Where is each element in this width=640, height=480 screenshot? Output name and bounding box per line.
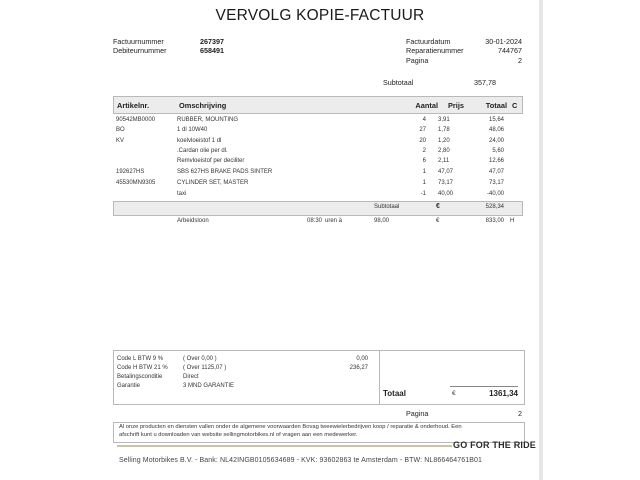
row-description: SBS 627HS BRAKE PADS SINTER [177,169,273,175]
row-total: 15,64 [488,117,504,123]
labour-hours: 08:30 [307,218,323,224]
warranty-value: 3 MND GARANTIE [183,383,235,389]
subtotal-currency: € [436,203,440,210]
vat-amount: 0,00 [356,356,368,362]
debtor-number-label: Debiteurnummer [113,46,167,55]
invoice-number-label: Factuurnummer [113,37,164,46]
payment-label: Betalingsconditie [117,374,163,380]
row-quantity: 27 [419,127,426,133]
row-quantity: -1 [420,191,426,197]
row-article: 90542MB0000 [116,117,156,123]
total-label: Totaal [383,389,406,398]
terms-notice-line-2: afschrift kunt u downloaden van website sellingmotorbikes.nl of vragen aan een medewerker. [119,432,358,438]
total-rule [450,386,518,387]
vat-basis: ( Over 1125,07 ) [183,365,227,371]
col-code: C [512,101,518,110]
carried-subtotal-label: Subtotaal [383,78,414,87]
row-quantity: 20 [419,138,426,144]
repair-number-label: Reparatienummer [406,46,464,55]
invoice-number-value: 267397 [200,37,224,46]
brand-slogan: GO FOR THE RIDE [453,440,537,450]
row-total: 24,00 [488,138,504,144]
vat-label: Code L BTW 9 % [117,356,164,362]
debtor-number-value: 658491 [200,46,224,55]
table-header [113,96,523,114]
footer-page-value: 2 [518,409,522,418]
row-quantity: 4 [422,117,426,123]
summary-box [113,350,525,405]
row-price: 1,20 [438,138,450,144]
vat-label: Code H BTW 21 % [117,365,168,371]
subtotal-value: 528,34 [485,204,504,210]
vat-amount: 236,27 [349,365,368,371]
col-quantity: Aantal [415,101,438,110]
row-description: 1 dl 10W40 [177,127,208,133]
row-description: CYLINDER SET, MASTER [177,180,249,186]
vat-basis: ( Over 0,00 ) [183,356,217,362]
row-description: RUBBER, MOUNTING [177,117,239,123]
row-total: 12,66 [488,158,504,164]
col-description: Omschrijving [179,101,227,110]
labour-total: 833,00 [485,218,504,224]
row-price: 47,07 [438,169,454,175]
row-price: 3,91 [438,117,450,123]
row-description: taxi [177,191,187,197]
row-quantity: 1 [422,180,426,186]
col-price: Prijs [448,101,465,110]
labour-code: H [510,218,515,224]
page-edge [539,0,543,480]
row-article: 45530MN9305 [116,180,156,186]
subtotal-label: Subtotaal [374,204,400,210]
row-price: 73,17 [438,180,454,186]
labour-label: Arbeidsloon [177,218,209,224]
col-total: Totaal [485,101,507,110]
page-value: 2 [518,56,522,65]
page-title: VERVOLG KOPIE-FACTUUR [215,7,425,24]
invoice-date-value: 30-01-2024 [485,37,522,46]
col-article: Artikelnr. [117,101,150,110]
row-price: 2,80 [438,148,450,154]
row-total: 73,17 [488,180,504,186]
total-currency: € [452,390,456,397]
payment-value: Direct [183,374,199,380]
warranty-label: Garantie [117,383,141,389]
row-total: -40,00 [486,191,504,197]
row-article: BO [116,127,125,133]
row-total: 47,07 [488,169,504,175]
subtotal-bar [113,201,523,216]
total-value: 1361,34 [489,389,518,398]
repair-number-value: 744767 [498,46,522,55]
row-description: Remvloeistof per deciliter [177,158,245,164]
labour-rate: 98,00 [374,218,390,224]
row-description: .Cardan olie per dl. [177,148,228,154]
company-info: Selling Motorbikes B.V. - Bank: NL42INGB0105634689 - KVK: 93602863 te Amsterdam - BTW: NL866464761B01 [119,457,483,464]
row-price: 1,78 [438,127,450,133]
row-article: KV [116,138,125,144]
terms-notice-line-1: Al onze producten en diensten vallen onder de algemene voorwaarden Bovag tweewielerbedrijven koop / reparatie & onderhoud. Een [119,424,462,430]
row-quantity: 6 [422,158,426,164]
labour-unit: uren à [325,218,343,224]
page-label: Pagina [406,56,429,65]
row-article: 192627HS [116,169,145,175]
carried-subtotal-value: 357,78 [474,78,496,87]
labour-currency: € [436,218,440,224]
row-quantity: 2 [422,148,426,154]
row-price: 2,11 [438,158,450,164]
row-quantity: 1 [422,169,426,175]
brand-rule [117,445,452,447]
footer-page-label: Pagina [406,409,429,418]
row-description: koelvloeistof 1 dl [177,138,222,144]
row-total: 5,60 [492,148,504,154]
row-price: 40,00 [438,191,454,197]
invoice-date-label: Factuurdatum [406,37,451,46]
row-total: 48,06 [488,127,504,133]
summary-divider [379,350,380,404]
